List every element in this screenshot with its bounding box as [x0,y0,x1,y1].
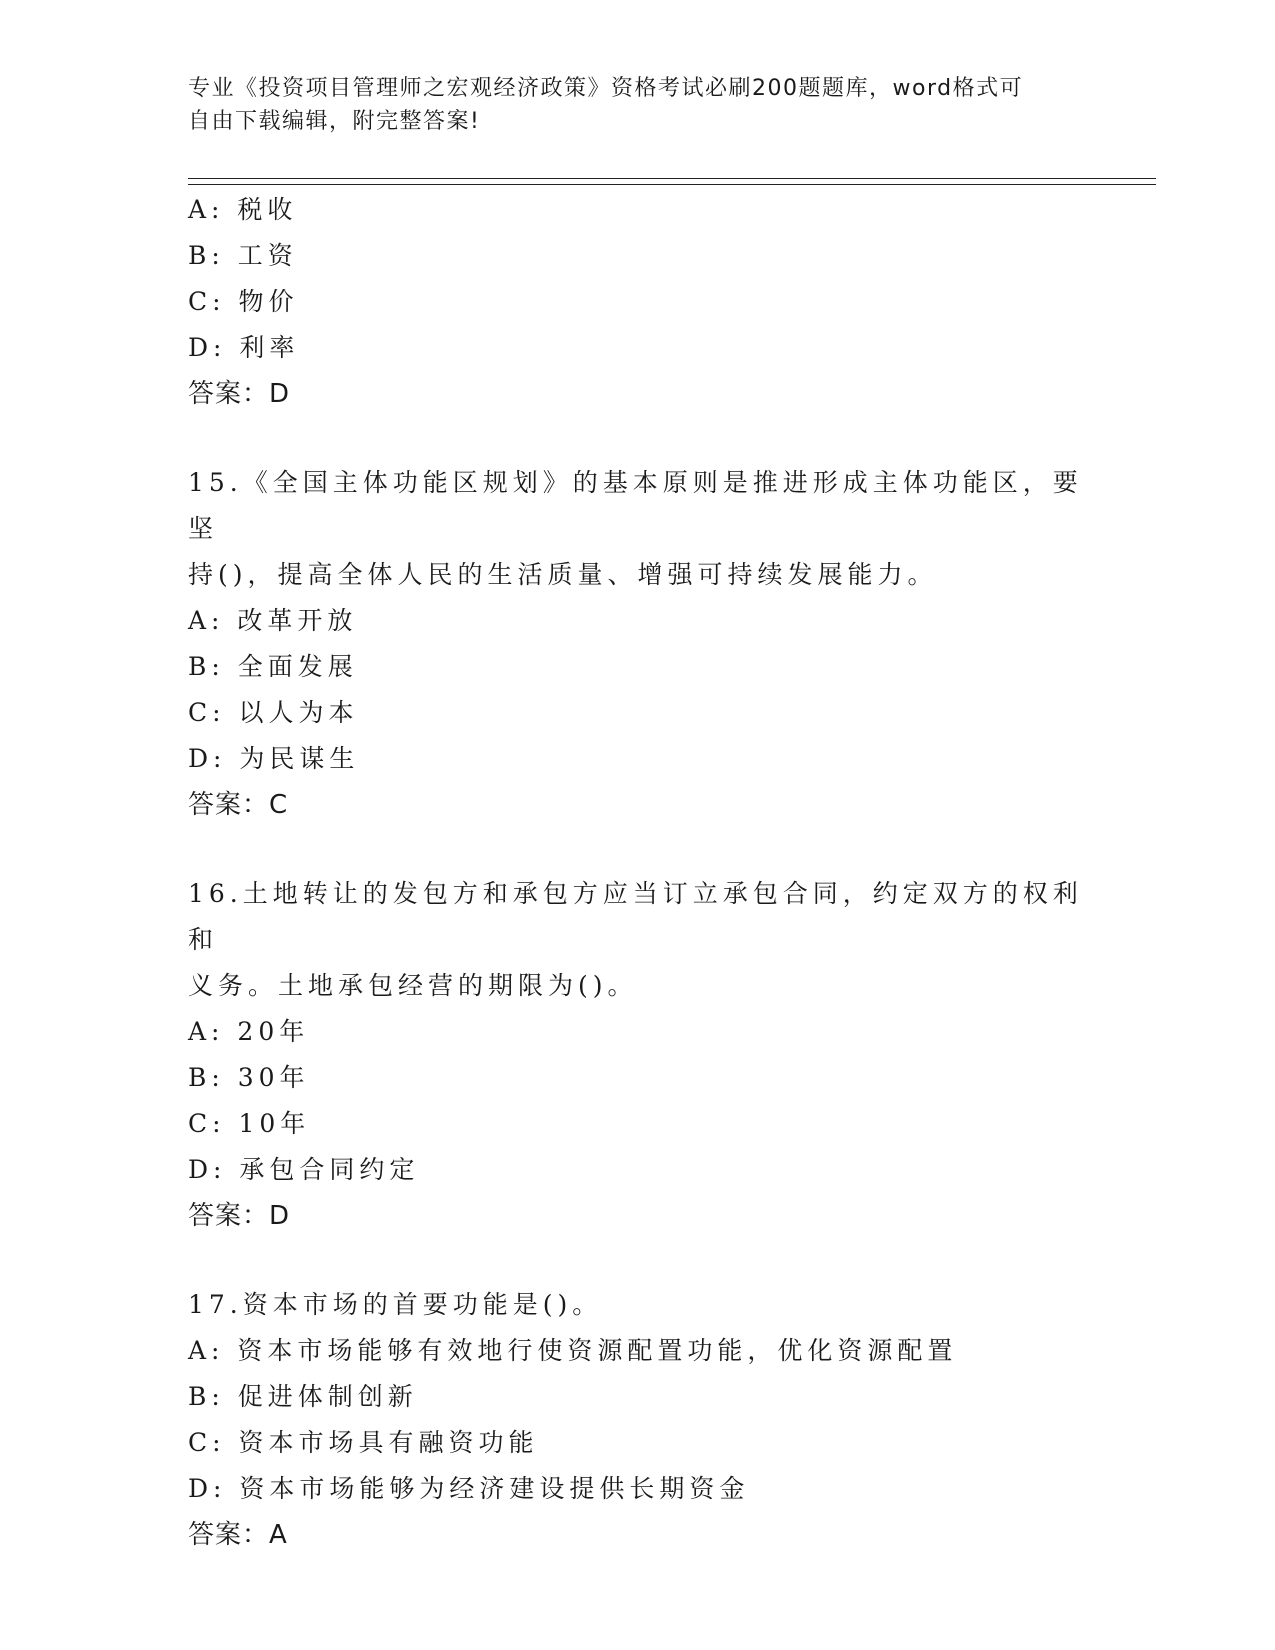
spacer [188,417,1088,460]
option-d: D: 承包合同约定 [188,1155,420,1184]
question-14 [188,187,1088,417]
header-divider-bottom [188,184,1156,185]
document-header [188,72,1088,138]
option-c: C: 10年 [188,1109,311,1138]
question-17 [188,1282,1088,1558]
option-a: A: 税收 [188,195,298,224]
question-15 [188,460,1088,828]
option-c: C: 以人为本 [188,698,359,727]
option-a: A: 20年 [188,1017,310,1046]
option-d: D: 为民谋生 [188,744,360,773]
question-stem: 17.资本市场的首要功能是()。 [188,1290,603,1319]
option-b: B: 30年 [188,1063,310,1092]
option-c: C: 资本市场具有融资功能 [188,1428,539,1457]
answer: 答案：D [188,379,291,409]
question-stem: 15.《全国主体功能区规划》的基本原则是推进形成主体功能区，要坚 [188,468,1083,543]
option-b: B: 促进体制创新 [188,1382,418,1411]
option-b: B: 工资 [188,241,298,270]
answer: 答案：A [188,1520,288,1550]
answer: 答案：C [188,790,289,820]
option-b: B: 全面发展 [188,652,358,681]
spacer [188,1239,1088,1282]
header-line-2: 自由下载编辑，附完整答案! [188,109,481,134]
header-line-1: 专业《投资项目管理师之宏观经济政策》资格考试必刷200题题库，word格式可 [188,76,1024,101]
option-d: D: 资本市场能够为经济建设提供长期资金 [188,1474,750,1503]
option-d: D: 利率 [188,333,300,362]
option-a: A: 改革开放 [188,606,358,635]
question-stem: 16.土地转让的发包方和承包方应当订立承包合同，约定双方的权利和 [188,879,1083,954]
header-divider-top [188,178,1156,179]
option-a: A: 资本市场能够有效地行使资源配置功能，优化资源配置 [188,1336,958,1365]
question-16 [188,871,1088,1239]
answer: 答案：D [188,1201,291,1231]
question-stem-continued: 义务。土地承包经营的期限为()。 [188,971,638,1000]
question-stem-continued: 持()，提高全体人民的生活质量、增强可持续发展能力。 [188,560,938,589]
question-list [188,187,1088,1558]
spacer [188,828,1088,871]
option-c: C: 物价 [188,287,299,316]
